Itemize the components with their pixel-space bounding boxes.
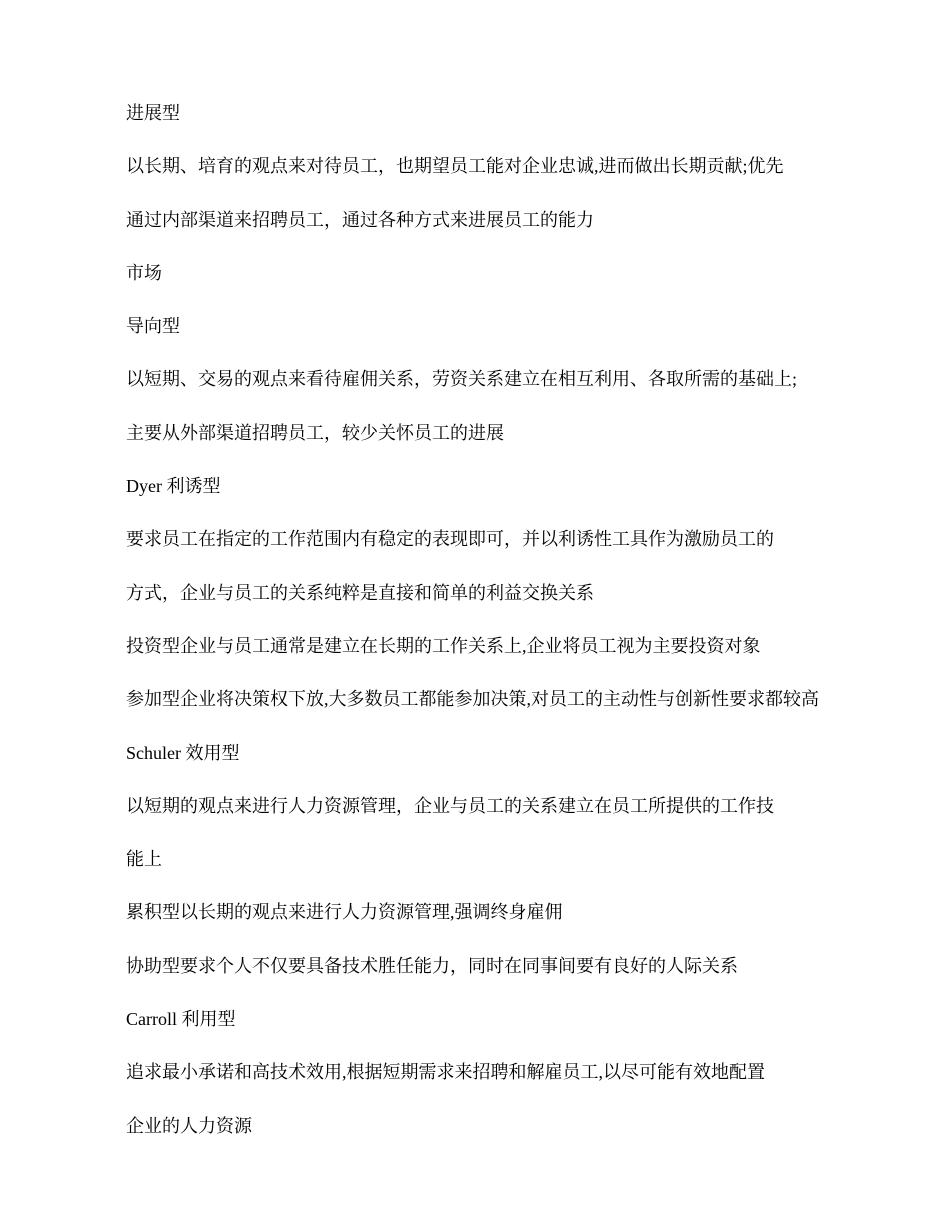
text-line: 以长期、培育的观点来对待员工，也期望员工能对企业忠诚,进而做出长期贡献;优先 [126, 156, 784, 177]
text-line: 方式，企业与员工的关系纯粹是直接和简单的利益交换关系 [126, 582, 594, 603]
text-line: Schuler 效用型 [126, 742, 240, 763]
text-line: Carroll 利用型 [126, 1009, 236, 1030]
text-line: 协助型要求个人不仅要具备技术胜任能力，同时在同事间要有良好的人际关系 [126, 955, 738, 976]
text-line: 导向型 [126, 316, 180, 337]
text-line: 追求最小承诺和高技术效用,根据短期需求来招聘和解雇员工,以尽可能有效地配置 [126, 1062, 765, 1083]
text-line: 以短期的观点来进行人力资源管理，企业与员工的关系建立在员工所提供的工作技 [126, 795, 774, 816]
text-line: 能上 [126, 849, 162, 870]
text-line: Dyer 利诱型 [126, 476, 221, 497]
text-line: 以短期、交易的观点来看待雇佣关系，劳资关系建立在相互利用、各取所需的基础上; [126, 369, 797, 390]
document-body [126, 100, 886, 1166]
text-line: 进展型 [126, 103, 180, 123]
text-line: 主要从外部渠道招聘员工，较少关怀员工的进展 [126, 422, 504, 443]
text-line: 市场 [126, 262, 162, 283]
text-line: 累积型以长期的观点来进行人力资源管理,强调终身雇佣 [126, 902, 563, 923]
text-line: 投资型企业与员工通常是建立在长期的工作关系上,企业将员工视为主要投资对象 [126, 635, 761, 656]
text-line: 企业的人力资源 [126, 1115, 252, 1136]
text-line: 参加型企业将决策权下放,大多数员工都能参加决策,对员工的主动性与创新性要求都较高 [126, 689, 819, 710]
text-line: 通过内部渠道来招聘员工，通过各种方式来进展员工的能力 [126, 209, 594, 230]
text-line: 要求员工在指定的工作范围内有稳定的表现即可，并以利诱性工具作为激励员工的 [126, 529, 774, 550]
